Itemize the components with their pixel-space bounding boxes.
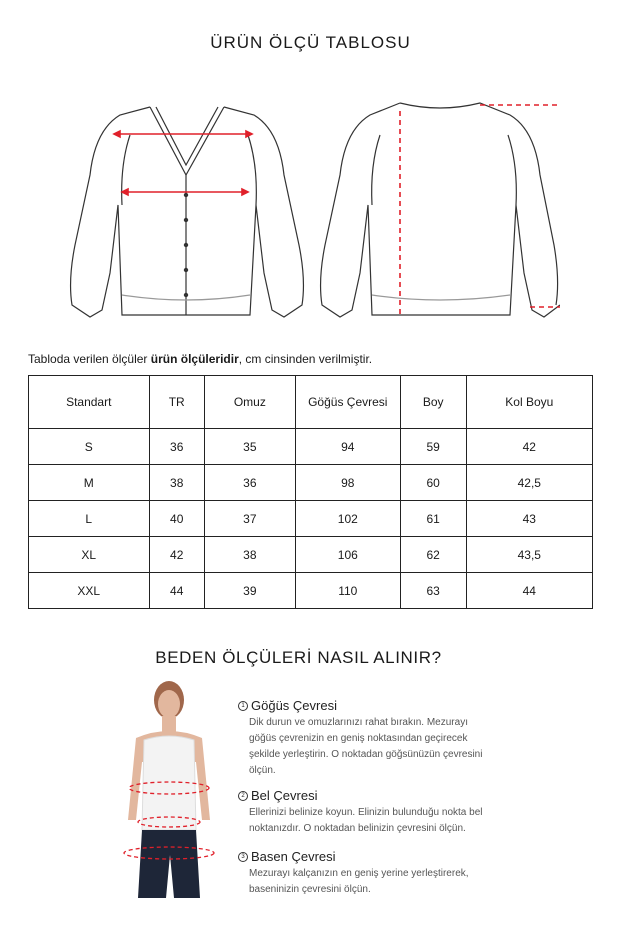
table-cell: 98 [295, 465, 400, 501]
instruction-text: Ellerinizi belinize koyun. Elinizin bulunduğu nokta bel noktanızdır. O noktadan belinizin çevresini ölçün. [249, 807, 483, 834]
table-cell: 36 [149, 429, 204, 465]
model-figure [114, 680, 222, 898]
table-cell: 44 [149, 573, 204, 609]
note-suffix: , cm cinsinden verilmiştir. [238, 352, 373, 366]
table-row [29, 573, 593, 609]
garment-illustration [60, 95, 560, 335]
table-cell: 102 [295, 501, 400, 537]
table-cell: 38 [149, 465, 204, 501]
table-cell: 38 [204, 537, 295, 573]
table-cell: 42 [149, 537, 204, 573]
col-boy: Boy [400, 376, 466, 429]
table-cell: 106 [295, 537, 400, 573]
col-gogus: Göğüs Çevresi [295, 376, 400, 429]
table-cell: 43 [466, 501, 592, 537]
table-cell: 35 [204, 429, 295, 465]
front-measure-lines [114, 131, 252, 195]
table-cell: XL [29, 537, 150, 573]
col-standart: Standart [29, 376, 150, 429]
note-prefix: Tabloda verilen ölçüler [28, 352, 151, 366]
measurement-note [28, 352, 372, 366]
number-3-icon: 3 [238, 852, 248, 862]
table-row [29, 537, 593, 573]
back-measure-lines [400, 105, 560, 317]
table-cell: 36 [204, 465, 295, 501]
section-title: BEDEN ÖLÇÜLERİ NASIL ALINIR? [155, 648, 442, 667]
instruction-bel [238, 788, 528, 837]
col-kol-boyu: Kol Boyu [466, 376, 592, 429]
table-cell: M [29, 465, 150, 501]
table-cell: 43,5 [466, 537, 592, 573]
table-cell: 59 [400, 429, 466, 465]
back-view [321, 103, 560, 317]
table-cell: 110 [295, 573, 400, 609]
table-cell: 40 [149, 501, 204, 537]
table-cell: S [29, 429, 150, 465]
col-omuz: Omuz [204, 376, 295, 429]
table-cell: XXL [29, 573, 150, 609]
instruction-title: Basen Çevresi [251, 849, 336, 864]
table-cell: 39 [204, 573, 295, 609]
instruction-text: Mezurayı kalçanızın en geniş yerine yerleştirerek, baseninizin çevresini ölçün. [249, 868, 469, 895]
note-bold: ürün ölçüleridir [150, 352, 239, 366]
table-cell: 60 [400, 465, 466, 501]
table-cell: L [29, 501, 150, 537]
table-cell: 61 [400, 501, 466, 537]
table-cell: 42,5 [466, 465, 592, 501]
table-cell: 94 [295, 429, 400, 465]
table-row [29, 465, 593, 501]
table-cell: 44 [466, 573, 592, 609]
instruction-title: Göğüs Çevresi [251, 698, 337, 713]
number-1-icon: 1 [238, 701, 248, 711]
table-cell: 63 [400, 573, 466, 609]
table-row [29, 429, 593, 465]
table-row [29, 501, 593, 537]
table-header-row [29, 376, 593, 429]
instruction-gogus [238, 698, 528, 779]
table-cell: 62 [400, 537, 466, 573]
page-title: ÜRÜN ÖLÇÜ TABLOSU [210, 33, 411, 52]
table-cell: 42 [466, 429, 592, 465]
instruction-text: Dik durun ve omuzlarınızı rahat bırakın. Mezurayı göğüs çevrenizin en geniş noktasından geçirecek şekilde yerleştirin. O noktadan göğsünüzün çevresini ölçün. [249, 717, 483, 776]
front-view [71, 107, 304, 317]
col-tr: TR [149, 376, 204, 429]
size-table [28, 375, 593, 609]
number-2-icon: 2 [238, 791, 248, 801]
instruction-title: Bel Çevresi [251, 788, 318, 803]
table-cell: 37 [204, 501, 295, 537]
instruction-basen [238, 849, 528, 898]
